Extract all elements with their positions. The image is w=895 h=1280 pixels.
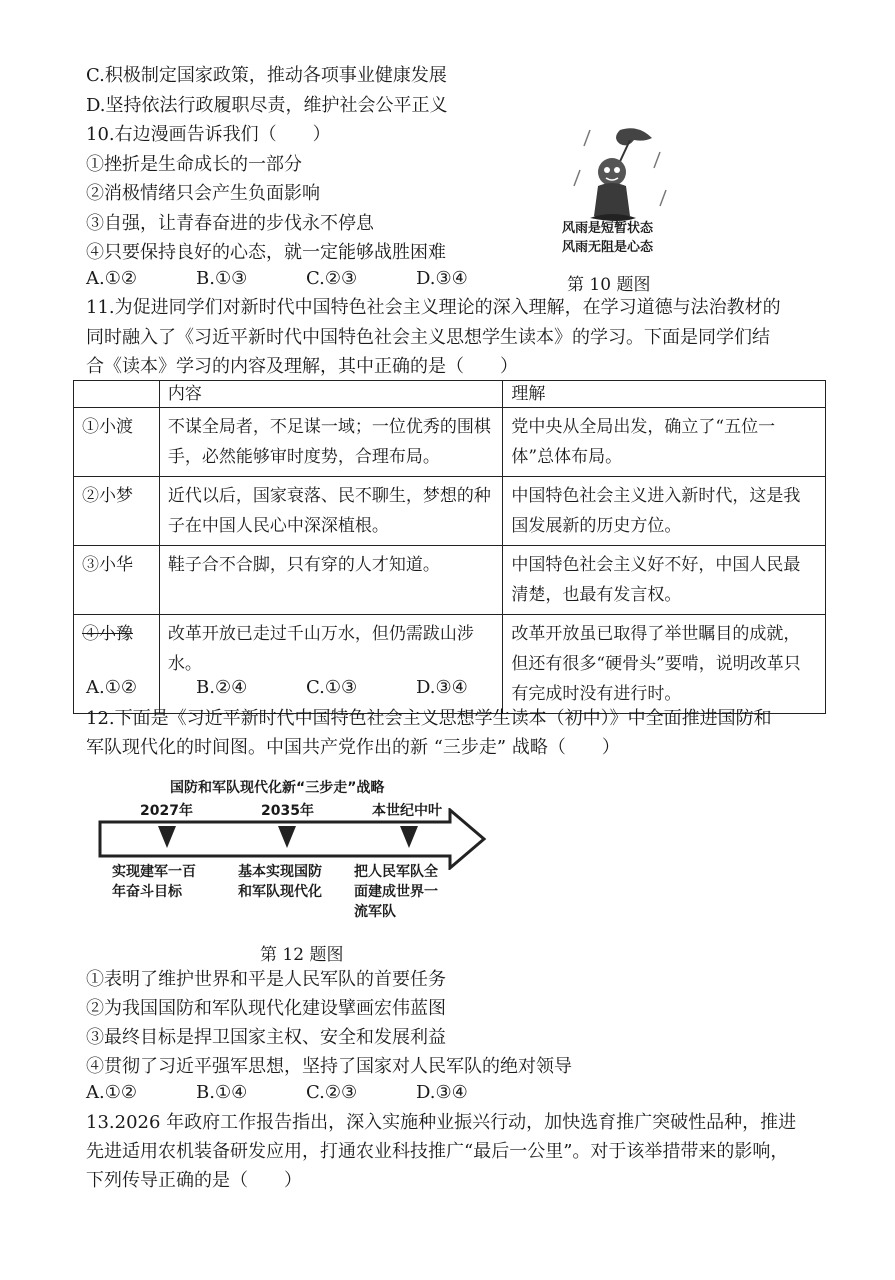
option-c-text: C.积极制定国家政策，推动各项事业健康发展 [86,65,447,86]
q12-option-c: C.②③ [306,1082,358,1103]
row-content: 不谋全局者，不足谋一域；一位优秀的围棋手，必然能够审时度势，合理布局。 [159,408,503,477]
timeline-year-3: 本世纪中叶 [372,803,442,819]
row-name: ④小豫 [74,615,160,714]
cartoon-text-2: 风雨无阻是心态 [562,240,654,255]
q10-item-2: ②消极情绪只会产生负面影响 [86,183,320,204]
q12-item-2: ②为我国国防和军队现代化建设擘画宏伟蓝图 [86,998,446,1019]
q13-stem-line-3: 下列传导正确的是（ ） [86,1170,302,1191]
timeline-desc-3-line-3: 流军队 [354,904,396,920]
timeline-year-1: 2027年 [140,803,193,819]
q12-stem-line-1: 12.下面是《习近平新时代中国特色社会主义思想学生读本（初中）》中全面推进国防和 [86,708,772,729]
table-header-content: 内容 [159,381,503,408]
table-row [74,408,826,477]
table-header-understanding: 理解 [503,381,826,408]
q10-item-3: ③自强，让青春奋进的步伐永不停息 [86,213,374,234]
q12-item-4: ④贯彻了习近平强军思想，坚持了国家对人民军队的绝对领导 [86,1056,572,1077]
row-name: ①小渡 [74,408,160,477]
q11-option-b: B.②④ [196,677,248,698]
cartoon-illustration [560,120,680,230]
q12-options [86,1082,526,1103]
q12-item-1: ①表明了维护世界和平是人民军队的首要任务 [86,969,446,990]
table-header-row [74,381,826,408]
q10-option-d: D.③④ [416,268,468,289]
q10-stem: 10.右边漫画告诉我们（ ） [86,124,331,145]
q12-option-a: A.①② [86,1082,137,1103]
q10-options [86,268,526,289]
q10-item-4: ④只要保持良好的心态，就一定能够战胜困难 [86,242,446,263]
q12-option-d: D.③④ [416,1082,468,1103]
timeline-desc-2-line-2: 和军队现代化 [238,884,322,900]
q13-stem-line-2: 先进适用农机装备研发应用，打通农业科技推广“最后一公里”。对于该举措带来的影响， [86,1141,789,1162]
timeline-desc-3-line-2: 面建成世界一 [354,884,438,900]
q11-option-d: D.③④ [416,677,468,698]
q11-option-a: A.①② [86,677,137,698]
q11-stem-line-3: 合《读本》学习的内容及理解，其中正确的是（ ） [86,356,518,377]
table-header-name [74,381,160,408]
q12-option-b: B.①④ [196,1082,248,1103]
q11-option-c: C.①③ [306,677,358,698]
q11-table [73,380,826,714]
timeline-year-2: 2035年 [261,803,314,819]
timeline-desc-3-line-1: 把人民军队全 [354,864,438,880]
q11-options [86,677,526,698]
option-d-text: D.坚持依法行政履职尽责，维护社会公平正义 [86,95,448,116]
q12-caption: 第 12 题图 [260,945,344,965]
table-row [74,477,826,546]
table-row [74,546,826,615]
row-name: ③小华 [74,546,160,615]
q10-option-a: A.①② [86,268,137,289]
q10-item-1: ①挫折是生命成长的一部分 [86,154,302,175]
row-understanding: 改革开放虽已取得了举世瞩目的成就，但还有很多“硬骨头”要啃，说明改革只有完成时没有进行时。 [503,615,826,714]
cartoon-text-1: 风雨是短暂状态 [562,221,654,236]
table-row [74,615,826,714]
timeline-desc-1-line-1: 实现建军一百 [112,864,196,880]
row-content: 改革开放已走过千山万水，但仍需跋山涉水。 [159,615,503,714]
row-content: 近代以后，国家衰落、民不聊生，梦想的种子在中国人民心中深深植根。 [159,477,503,546]
timeline-title: 国防和军队现代化新“三步走”战略 [170,780,385,796]
row-understanding: 中国特色社会主义进入新时代，这是我国发展新的历史方位。 [503,477,826,546]
q12-stem-line-2: 军队现代化的时间图。中国共产党作出的新 “三步走” 战略（ ） [86,737,620,758]
q11-stem-line-1: 11.为促进同学们对新时代中国特色社会主义理论的深入理解，在学习道德与法治教材的 [86,297,781,318]
q12-item-3: ③最终目标是捍卫国家主权、安全和发展利益 [86,1027,446,1048]
q10-option-c: C.②③ [306,268,358,289]
timeline-desc-2-line-1: 基本实现国防 [238,864,322,880]
row-understanding: 党中央从全局出发，确立了“五位一体”总体布局。 [503,408,826,477]
timeline-desc-1-line-2: 年奋斗目标 [112,884,182,900]
q10-option-b: B.①③ [196,268,248,289]
row-content: 鞋子合不合脚，只有穿的人才知道。 [159,546,503,615]
row-name: ②小梦 [74,477,160,546]
q13-stem-line-1: 13.2026 年政府工作报告指出，深入实施种业振兴行动，加快选育推广突破性品种，推进 [86,1112,797,1133]
row-understanding: 中国特色社会主义好不好，中国人民最清楚，也最有发言权。 [503,546,826,615]
q10-caption: 第 10 题图 [567,275,651,295]
q11-stem-line-2: 同时融入了《习近平新时代中国特色社会主义思想学生读本》的学习。下面是同学们结 [86,327,770,348]
